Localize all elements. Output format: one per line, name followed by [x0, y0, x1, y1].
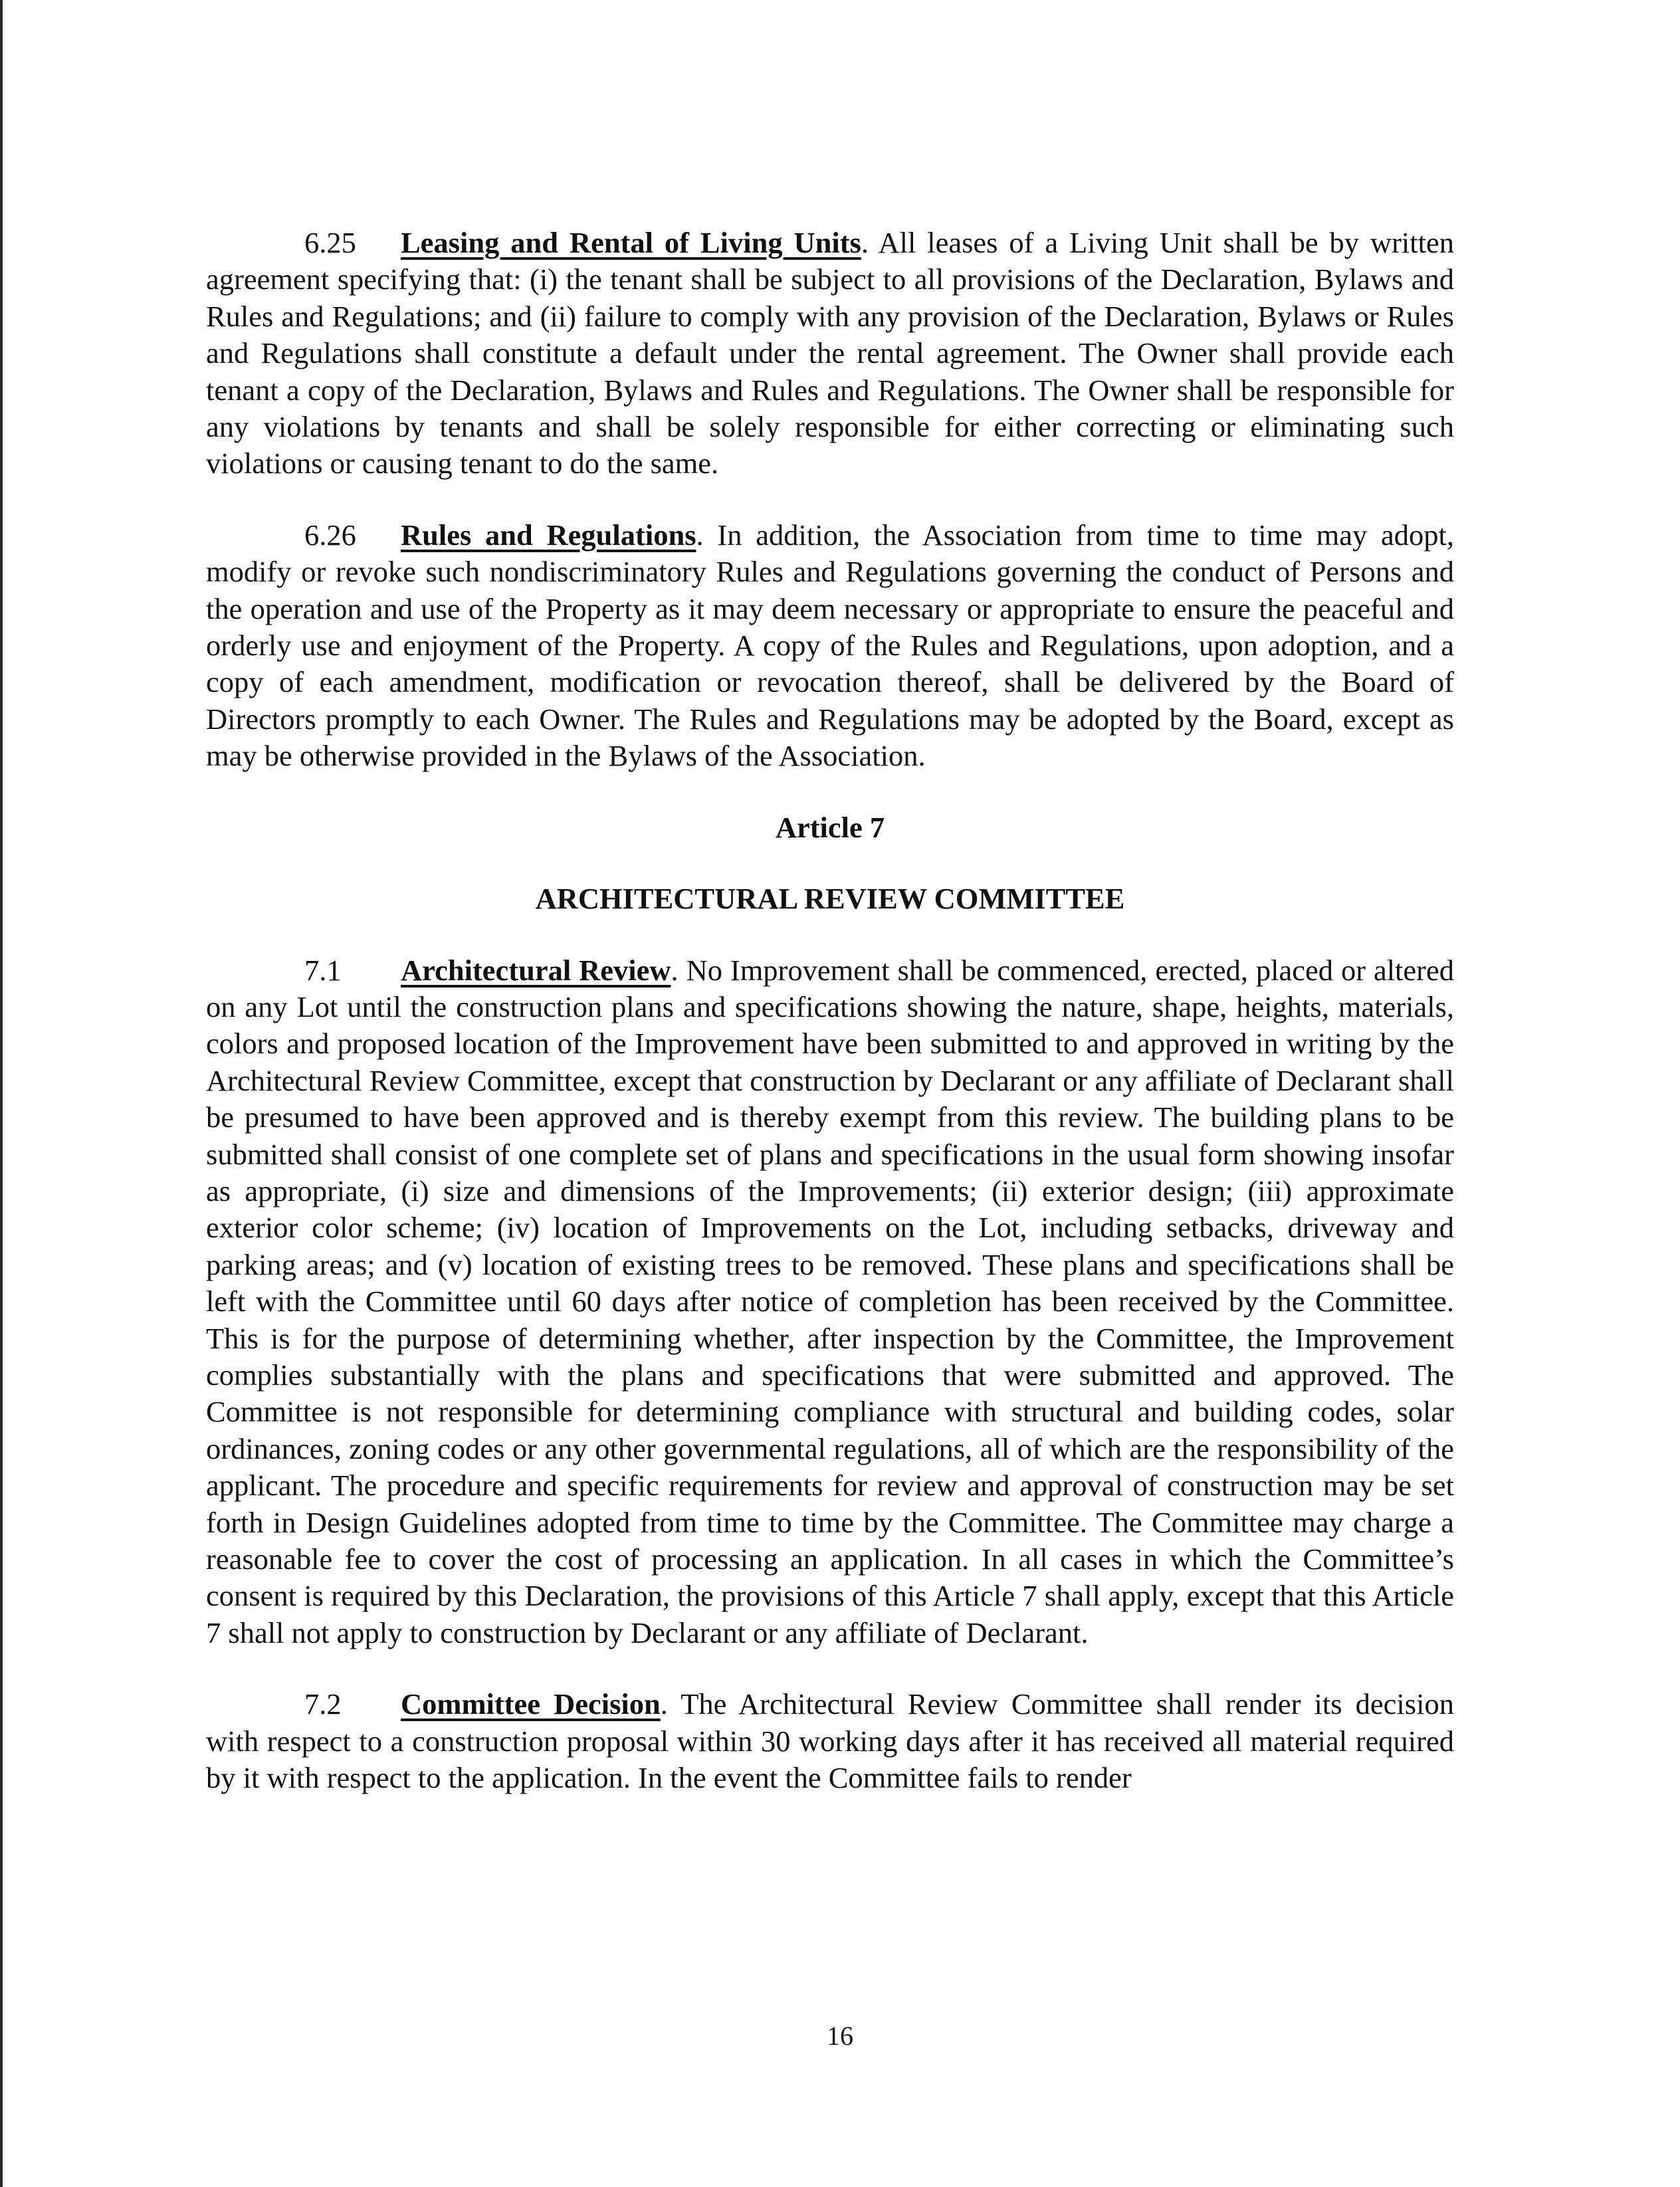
section-6-25 [206, 225, 1454, 482]
section-7-2 [206, 1686, 1454, 1796]
section-title-period: . [671, 953, 679, 987]
section-title: Committee Decision [401, 1687, 661, 1721]
section-title-period: . [861, 226, 869, 259]
section-7-1 [206, 952, 1454, 1652]
section-title: Leasing and Rental of Living Units [401, 226, 861, 259]
section-title-period: . [660, 1687, 668, 1721]
section-title-period: . [696, 518, 704, 552]
section-number: 6.25 [304, 226, 356, 259]
page-number: 16 [827, 2021, 853, 2051]
section-body: All leases of a Living Unit shall be by written agreement specifying that: (i) the tenant shall be subject to all provisions of the Declaration, Bylaws and Rules and Regulations; and (ii) failure to comply with any provision of the Declaration, Bylaws or Rules and Regulations shall constitute a default under the rental agreement. The Owner shall provide each tenant a copy of the Declaration, Bylaws and Rules and Regulations. The Owner shall be responsible for any violations by tenants and shall be solely responsible for either correcting or eliminating such violations or causing tenant to do the same. [206, 226, 1455, 480]
section-body: The Architectural Review Committee shall render its decision with respect to a construction proposal within 30 working days after it has received all material required by it with respect to the application. In the event the Committee fails to render [206, 1687, 1454, 1795]
document-page [206, 225, 1454, 1831]
scan-left-edge [0, 0, 3, 2187]
section-body: No Improvement shall be commenced, erected, placed or altered on any Lot until the construction plans and specifications showing the nature, shape, heights, materials, colors and proposed location of the Improvement have been submitted to and approved in writing by the Architectural Review Committee, except that construction by Declarant or any affiliate of Declarant shall be presumed to have been approved and is thereby exempt from this review. The building plans to be submitted shall consist of one complete set of plans and specifications in the usual form showing insofar as appropriate, (i) size and dimensions of the Improvements; (ii) exterior design; (iii) approximate exterior color scheme; (iv) location of Improvements on the Lot, including setbacks, driveway and parking areas; and (v) location of existing trees to be removed. These plans and specifications shall be left with the Committee until 60 days after notice of completion has been received by the Committee. This is for the purpose of determining whether, after inspection by the Committee, the Improvement complies substantially with the plans and specifications that were submitted and approved. The Committee is not responsible for determining compliance with structural and building codes, solar ordinances, zoning codes or any other governmental regulations, all of which are the responsibility of the applicant. The procedure and specific requirements for review and approval of construction may be set forth in Design Guidelines adopted from time to time by the Committee. The Committee may charge a reasonable fee to cover the cost of processing an application. In all cases in which the Committee’s consent is required by this Declaration, the provisions of this Article 7 shall apply, except that this Article 7 shall not apply to construction by Declarant or any affiliate of Declarant. [206, 953, 1454, 1649]
section-number: 7.2 [304, 1687, 342, 1721]
section-6-26 [206, 517, 1454, 775]
section-body: In addition, the Association from time to time may adopt, modify or revoke such nondiscriminatory Rules and Regulations governing the conduct of Persons and the operation and use of the Property as it may deem necessary or appropriate to ensure the peaceful and orderly use and enjoyment of the Property. A copy of the Rules and Regulations, upon adoption, and a copy of each amendment, modification or revocation thereof, shall be delivered by the Board of Directors promptly to each Owner. The Rules and Regulations may be adopted by the Board, except as may be otherwise provided in the Bylaws of the Association. [206, 518, 1455, 773]
section-number: 7.1 [304, 953, 342, 987]
article-title: ARCHITECTURAL REVIEW COMMITTEE [535, 882, 1125, 916]
section-title: Rules and Regulations [401, 518, 696, 552]
section-title: Architectural Review [401, 953, 671, 987]
article-label: Article 7 [775, 810, 885, 844]
section-number: 6.26 [304, 518, 356, 552]
